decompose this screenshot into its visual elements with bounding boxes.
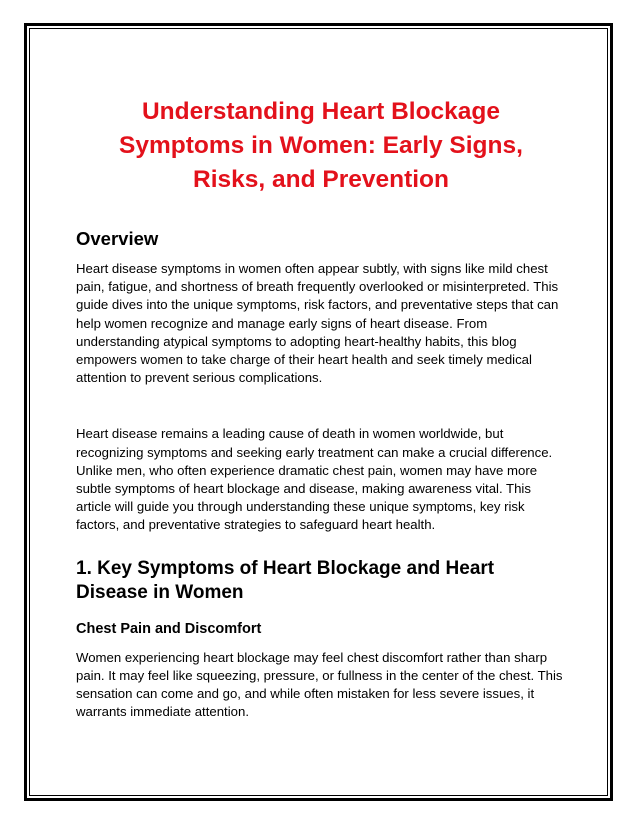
chest-pain-paragraph: Women experiencing heart blockage may feel chest discomfort rather than sharp pain. It may feel like squeezing, pressure, or fullness in the center of the chest. This sensation can come and go, and while often mistaken for less severe issues, it warrants immediate attention.: [76, 649, 563, 720]
document-body: [76, 95, 566, 721]
chest-pain-heading: Chest Pain and Discomfort: [76, 620, 262, 637]
overview-paragraph: Heart disease symptoms in women often appear subtly, with signs like mild chest pain, fatigue, and shortness of breath frequently overlooked or misinterpreted. This guide dives into the unique symptoms, risk factors, and preventative steps that can help women recognize and manage early signs of heart disease. From understanding atypical symptoms to adopting heart-healthy habits, this blog empowers women to take charge of their heart health and seek timely medical attention to prevent serious complications.: [76, 261, 559, 386]
section-1-heading: 1. Key Symptoms of Heart Blockage and Heart Disease in Women: [76, 557, 495, 603]
overview-heading: Overview: [76, 228, 159, 249]
document-title: Understanding Heart Blockage Symptoms in Women: Early Signs, Risks, and Prevention: [119, 98, 523, 193]
intro-paragraph: Heart disease remains a leading cause of death in women worldwide, but recognizing symptoms and seeking early treatment can make a crucial difference. Unlike men, who often experience dramatic chest pain, women may have more subtle symptoms of heart blockage and disease, making awareness vital. This article will guide you through understanding these unique symptoms, key risk factors, and preventative strategies to safeguard heart health.: [76, 426, 553, 533]
